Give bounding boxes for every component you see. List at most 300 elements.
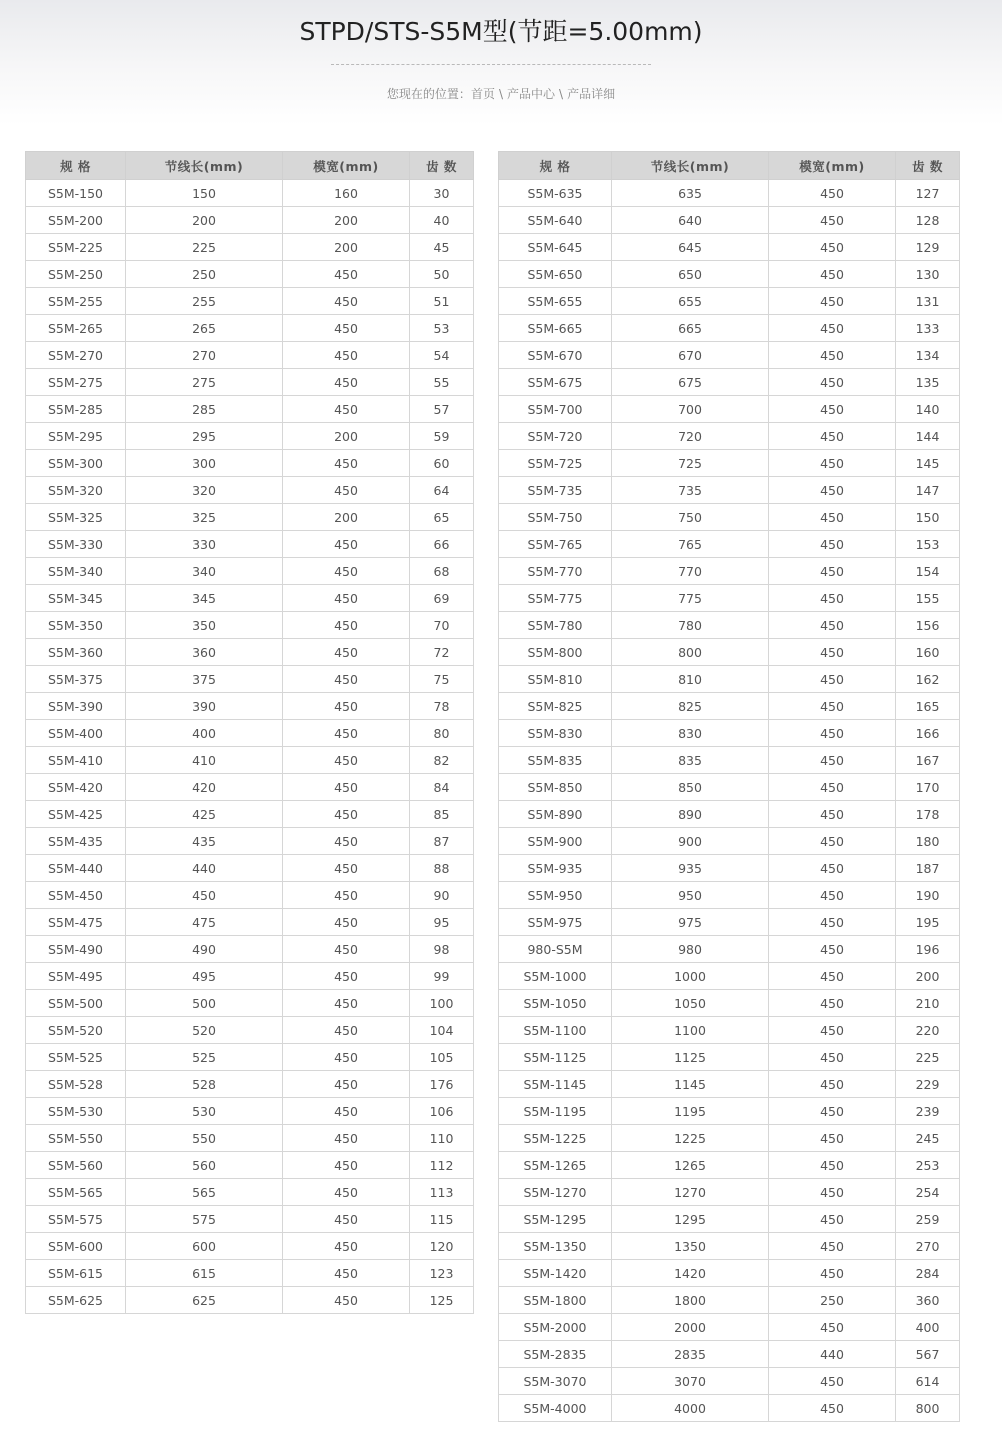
cell-mold-width: 450 xyxy=(769,531,896,558)
cell-spec: S5M-850 xyxy=(499,774,612,801)
cell-pitch-length: 830 xyxy=(612,720,769,747)
cell-mold-width: 450 xyxy=(769,504,896,531)
cell-spec: S5M-285 xyxy=(26,396,126,423)
cell-mold-width: 200 xyxy=(283,207,410,234)
cell-teeth: 128 xyxy=(896,207,960,234)
cell-pitch-length: 265 xyxy=(126,315,283,342)
table-row xyxy=(26,1179,474,1206)
cell-mold-width: 450 xyxy=(769,234,896,261)
cell-teeth: 165 xyxy=(896,693,960,720)
cell-mold-width: 450 xyxy=(769,639,896,666)
cell-spec: S5M-550 xyxy=(26,1125,126,1152)
table-row xyxy=(26,369,474,396)
cell-teeth: 614 xyxy=(896,1368,960,1395)
cell-pitch-length: 670 xyxy=(612,342,769,369)
table-row xyxy=(499,558,960,585)
cell-spec: S5M-2000 xyxy=(499,1314,612,1341)
cell-pitch-length: 550 xyxy=(126,1125,283,1152)
cell-teeth: 90 xyxy=(410,882,474,909)
cell-spec: S5M-150 xyxy=(26,180,126,207)
cell-pitch-length: 675 xyxy=(612,369,769,396)
cell-pitch-length: 250 xyxy=(126,261,283,288)
table-row xyxy=(499,936,960,963)
cell-teeth: 135 xyxy=(896,369,960,396)
cell-spec: S5M-420 xyxy=(26,774,126,801)
cell-spec: S5M-340 xyxy=(26,558,126,585)
cell-spec: S5M-750 xyxy=(499,504,612,531)
cell-spec: S5M-640 xyxy=(499,207,612,234)
cell-pitch-length: 340 xyxy=(126,558,283,585)
cell-teeth: 155 xyxy=(896,585,960,612)
cell-teeth: 220 xyxy=(896,1017,960,1044)
cell-pitch-length: 625 xyxy=(126,1287,283,1314)
table-row xyxy=(499,585,960,612)
table-row xyxy=(499,612,960,639)
cell-mold-width: 450 xyxy=(769,801,896,828)
table-row xyxy=(499,1152,960,1179)
cell-mold-width: 450 xyxy=(769,342,896,369)
table-row xyxy=(499,774,960,801)
breadcrumb-separator: \ xyxy=(559,87,564,101)
cell-teeth: 153 xyxy=(896,531,960,558)
table-row xyxy=(26,261,474,288)
cell-mold-width: 450 xyxy=(283,288,410,315)
cell-spec: S5M-770 xyxy=(499,558,612,585)
cell-mold-width: 450 xyxy=(283,1179,410,1206)
cell-spec: S5M-3070 xyxy=(499,1368,612,1395)
table-row xyxy=(26,1125,474,1152)
cell-pitch-length: 1050 xyxy=(612,990,769,1017)
cell-teeth: 154 xyxy=(896,558,960,585)
cell-pitch-length: 850 xyxy=(612,774,769,801)
table-row xyxy=(499,1179,960,1206)
table-row xyxy=(26,423,474,450)
cell-teeth: 113 xyxy=(410,1179,474,1206)
table-row xyxy=(26,1044,474,1071)
cell-mold-width: 450 xyxy=(769,261,896,288)
cell-spec: S5M-830 xyxy=(499,720,612,747)
cell-spec: S5M-975 xyxy=(499,909,612,936)
cell-mold-width: 450 xyxy=(769,720,896,747)
cell-pitch-length: 890 xyxy=(612,801,769,828)
table-row xyxy=(499,477,960,504)
cell-mold-width: 450 xyxy=(769,990,896,1017)
cell-teeth: 180 xyxy=(896,828,960,855)
cell-pitch-length: 560 xyxy=(126,1152,283,1179)
cell-spec: S5M-1265 xyxy=(499,1152,612,1179)
breadcrumb-prefix: 您现在的位置： xyxy=(386,87,471,101)
cell-pitch-length: 950 xyxy=(612,882,769,909)
cell-mold-width: 450 xyxy=(283,261,410,288)
cell-spec: S5M-4000 xyxy=(499,1395,612,1422)
table-row xyxy=(499,1233,960,1260)
cell-pitch-length: 200 xyxy=(126,207,283,234)
table-header-row xyxy=(499,152,960,180)
cell-pitch-length: 2835 xyxy=(612,1341,769,1368)
table-row xyxy=(26,720,474,747)
table-row xyxy=(499,423,960,450)
cell-mold-width: 450 xyxy=(283,558,410,585)
table-row xyxy=(26,639,474,666)
table-row xyxy=(26,612,474,639)
cell-teeth: 65 xyxy=(410,504,474,531)
cell-spec: S5M-350 xyxy=(26,612,126,639)
table-row xyxy=(26,693,474,720)
cell-teeth: 195 xyxy=(896,909,960,936)
cell-teeth: 55 xyxy=(410,369,474,396)
cell-pitch-length: 520 xyxy=(126,1017,283,1044)
page-title: STPD/STS-S5M型(节距=5.00mm) xyxy=(299,17,703,46)
header-spec: 规 格 xyxy=(26,152,126,180)
cell-mold-width: 450 xyxy=(283,774,410,801)
cell-pitch-length: 435 xyxy=(126,828,283,855)
cell-pitch-length: 775 xyxy=(612,585,769,612)
cell-mold-width: 450 xyxy=(769,180,896,207)
cell-mold-width: 450 xyxy=(283,882,410,909)
cell-spec: S5M-560 xyxy=(26,1152,126,1179)
header-teeth: 齿 数 xyxy=(896,152,960,180)
cell-teeth: 284 xyxy=(896,1260,960,1287)
cell-mold-width: 250 xyxy=(769,1287,896,1314)
table-row xyxy=(499,288,960,315)
cell-teeth: 75 xyxy=(410,666,474,693)
cell-pitch-length: 1420 xyxy=(612,1260,769,1287)
table-row xyxy=(499,1017,960,1044)
cell-spec: S5M-650 xyxy=(499,261,612,288)
cell-teeth: 112 xyxy=(410,1152,474,1179)
table-row xyxy=(499,747,960,774)
cell-pitch-length: 530 xyxy=(126,1098,283,1125)
cell-mold-width: 450 xyxy=(283,828,410,855)
cell-mold-width: 160 xyxy=(283,180,410,207)
cell-spec: S5M-450 xyxy=(26,882,126,909)
cell-teeth: 87 xyxy=(410,828,474,855)
breadcrumb xyxy=(0,85,1002,103)
cell-pitch-length: 780 xyxy=(612,612,769,639)
cell-mold-width: 450 xyxy=(283,1206,410,1233)
cell-mold-width: 450 xyxy=(283,1152,410,1179)
cell-mold-width: 450 xyxy=(769,585,896,612)
cell-teeth: 50 xyxy=(410,261,474,288)
cell-mold-width: 450 xyxy=(769,423,896,450)
table-header-row xyxy=(26,152,474,180)
cell-pitch-length: 735 xyxy=(612,477,769,504)
table-row xyxy=(499,396,960,423)
cell-spec: S5M-530 xyxy=(26,1098,126,1125)
cell-teeth: 170 xyxy=(896,774,960,801)
cell-pitch-length: 565 xyxy=(126,1179,283,1206)
cell-teeth: 95 xyxy=(410,909,474,936)
cell-mold-width: 450 xyxy=(769,396,896,423)
cell-mold-width: 450 xyxy=(283,612,410,639)
header-mold-width: 模宽(mm) xyxy=(769,152,896,180)
cell-mold-width: 450 xyxy=(283,531,410,558)
cell-teeth: 140 xyxy=(896,396,960,423)
cell-teeth: 131 xyxy=(896,288,960,315)
cell-pitch-length: 1800 xyxy=(612,1287,769,1314)
cell-mold-width: 450 xyxy=(283,1260,410,1287)
cell-teeth: 88 xyxy=(410,855,474,882)
cell-mold-width: 450 xyxy=(769,774,896,801)
table-row xyxy=(499,1206,960,1233)
cell-mold-width: 450 xyxy=(769,693,896,720)
cell-pitch-length: 640 xyxy=(612,207,769,234)
table-row xyxy=(26,1287,474,1314)
cell-pitch-length: 575 xyxy=(126,1206,283,1233)
header-teeth: 齿 数 xyxy=(410,152,474,180)
cell-pitch-length: 720 xyxy=(612,423,769,450)
cell-teeth: 68 xyxy=(410,558,474,585)
cell-pitch-length: 825 xyxy=(612,693,769,720)
cell-mold-width: 450 xyxy=(283,666,410,693)
cell-mold-width: 450 xyxy=(769,315,896,342)
cell-spec: S5M-1225 xyxy=(499,1125,612,1152)
cell-mold-width: 450 xyxy=(283,693,410,720)
cell-teeth: 70 xyxy=(410,612,474,639)
table-row xyxy=(499,801,960,828)
cell-mold-width: 450 xyxy=(283,1233,410,1260)
cell-mold-width: 200 xyxy=(283,423,410,450)
cell-spec: S5M-900 xyxy=(499,828,612,855)
cell-spec: S5M-490 xyxy=(26,936,126,963)
cell-teeth: 60 xyxy=(410,450,474,477)
table-row xyxy=(26,207,474,234)
cell-mold-width: 450 xyxy=(283,1098,410,1125)
table-row xyxy=(26,288,474,315)
cell-spec: S5M-1000 xyxy=(499,963,612,990)
cell-teeth: 127 xyxy=(896,180,960,207)
cell-mold-width: 450 xyxy=(769,288,896,315)
cell-pitch-length: 450 xyxy=(126,882,283,909)
cell-mold-width: 450 xyxy=(769,828,896,855)
cell-spec: S5M-565 xyxy=(26,1179,126,1206)
cell-pitch-length: 1195 xyxy=(612,1098,769,1125)
cell-pitch-length: 285 xyxy=(126,396,283,423)
cell-pitch-length: 835 xyxy=(612,747,769,774)
cell-spec: S5M-615 xyxy=(26,1260,126,1287)
cell-teeth: 99 xyxy=(410,963,474,990)
table-row xyxy=(499,315,960,342)
cell-spec: S5M-950 xyxy=(499,882,612,909)
cell-spec: S5M-495 xyxy=(26,963,126,990)
cell-pitch-length: 375 xyxy=(126,666,283,693)
table-row xyxy=(26,180,474,207)
cell-spec: S5M-325 xyxy=(26,504,126,531)
cell-pitch-length: 665 xyxy=(612,315,769,342)
cell-spec: S5M-1420 xyxy=(499,1260,612,1287)
table-row xyxy=(499,909,960,936)
breadcrumb-detail-link[interactable]: 产品详细 xyxy=(567,87,616,101)
cell-teeth: 210 xyxy=(896,990,960,1017)
header-pitch-length: 节线长(mm) xyxy=(126,152,283,180)
cell-spec: S5M-1050 xyxy=(499,990,612,1017)
cell-mold-width: 450 xyxy=(769,1395,896,1422)
table-row xyxy=(26,963,474,990)
cell-mold-width: 450 xyxy=(283,1017,410,1044)
cell-teeth: 129 xyxy=(896,234,960,261)
cell-mold-width: 450 xyxy=(283,369,410,396)
cell-teeth: 85 xyxy=(410,801,474,828)
cell-pitch-length: 390 xyxy=(126,693,283,720)
cell-pitch-length: 980 xyxy=(612,936,769,963)
cell-pitch-length: 2000 xyxy=(612,1314,769,1341)
cell-mold-width: 450 xyxy=(769,1368,896,1395)
table-row xyxy=(26,450,474,477)
cell-spec: S5M-528 xyxy=(26,1071,126,1098)
table-row xyxy=(499,207,960,234)
cell-pitch-length: 500 xyxy=(126,990,283,1017)
breadcrumb-home-link[interactable]: 首页 xyxy=(470,87,495,101)
cell-pitch-length: 635 xyxy=(612,180,769,207)
cell-mold-width: 450 xyxy=(283,396,410,423)
cell-mold-width: 450 xyxy=(769,882,896,909)
cell-spec: S5M-825 xyxy=(499,693,612,720)
table-row xyxy=(26,1260,474,1287)
cell-teeth: 239 xyxy=(896,1098,960,1125)
table-row xyxy=(26,396,474,423)
cell-pitch-length: 325 xyxy=(126,504,283,531)
cell-mold-width: 450 xyxy=(769,1098,896,1125)
cell-teeth: 229 xyxy=(896,1071,960,1098)
cell-pitch-length: 750 xyxy=(612,504,769,531)
table-row xyxy=(26,1152,474,1179)
cell-pitch-length: 1145 xyxy=(612,1071,769,1098)
header-pitch-length: 节线长(mm) xyxy=(612,152,769,180)
table-row xyxy=(26,531,474,558)
cell-pitch-length: 345 xyxy=(126,585,283,612)
cell-mold-width: 450 xyxy=(283,585,410,612)
cell-teeth: 134 xyxy=(896,342,960,369)
table-row xyxy=(499,828,960,855)
cell-teeth: 98 xyxy=(410,936,474,963)
cell-spec: S5M-720 xyxy=(499,423,612,450)
cell-mold-width: 450 xyxy=(769,207,896,234)
cell-mold-width: 450 xyxy=(769,1179,896,1206)
cell-mold-width: 450 xyxy=(283,1287,410,1314)
cell-teeth: 78 xyxy=(410,693,474,720)
cell-spec: S5M-890 xyxy=(499,801,612,828)
cell-teeth: 147 xyxy=(896,477,960,504)
cell-teeth: 105 xyxy=(410,1044,474,1071)
cell-teeth: 57 xyxy=(410,396,474,423)
cell-spec: S5M-810 xyxy=(499,666,612,693)
cell-teeth: 400 xyxy=(896,1314,960,1341)
cell-spec: S5M-1350 xyxy=(499,1233,612,1260)
breadcrumb-separator: \ xyxy=(498,87,503,101)
table-row xyxy=(26,315,474,342)
cell-teeth: 144 xyxy=(896,423,960,450)
cell-teeth: 200 xyxy=(896,963,960,990)
cell-mold-width: 450 xyxy=(769,612,896,639)
cell-mold-width: 450 xyxy=(283,720,410,747)
cell-pitch-length: 525 xyxy=(126,1044,283,1071)
table-row xyxy=(26,990,474,1017)
table-row xyxy=(499,990,960,1017)
cell-teeth: 800 xyxy=(896,1395,960,1422)
cell-mold-width: 440 xyxy=(769,1341,896,1368)
table-row xyxy=(499,1098,960,1125)
cell-teeth: 225 xyxy=(896,1044,960,1071)
cell-pitch-length: 770 xyxy=(612,558,769,585)
table-row xyxy=(499,369,960,396)
table-row xyxy=(499,261,960,288)
breadcrumb-products-link[interactable]: 产品中心 xyxy=(507,87,556,101)
cell-spec: S5M-225 xyxy=(26,234,126,261)
table-row xyxy=(499,342,960,369)
cell-spec: S5M-255 xyxy=(26,288,126,315)
table-row xyxy=(499,639,960,666)
cell-teeth: 130 xyxy=(896,261,960,288)
cell-spec: S5M-675 xyxy=(499,369,612,396)
cell-pitch-length: 650 xyxy=(612,261,769,288)
cell-teeth: 106 xyxy=(410,1098,474,1125)
cell-pitch-length: 700 xyxy=(612,396,769,423)
cell-teeth: 123 xyxy=(410,1260,474,1287)
cell-pitch-length: 1225 xyxy=(612,1125,769,1152)
cell-spec: S5M-200 xyxy=(26,207,126,234)
table-row xyxy=(26,558,474,585)
cell-spec: S5M-635 xyxy=(499,180,612,207)
cell-teeth: 72 xyxy=(410,639,474,666)
cell-teeth: 51 xyxy=(410,288,474,315)
cell-mold-width: 200 xyxy=(283,504,410,531)
cell-spec: S5M-1195 xyxy=(499,1098,612,1125)
cell-pitch-length: 810 xyxy=(612,666,769,693)
cell-mold-width: 450 xyxy=(769,369,896,396)
spec-table-left xyxy=(25,151,474,1314)
cell-spec: S5M-600 xyxy=(26,1233,126,1260)
cell-spec: S5M-440 xyxy=(26,855,126,882)
cell-spec: S5M-1145 xyxy=(499,1071,612,1098)
cell-pitch-length: 150 xyxy=(126,180,283,207)
title-divider xyxy=(331,64,651,65)
cell-mold-width: 450 xyxy=(283,990,410,1017)
cell-teeth: 160 xyxy=(896,639,960,666)
cell-pitch-length: 1100 xyxy=(612,1017,769,1044)
table-row xyxy=(499,450,960,477)
table-row xyxy=(26,909,474,936)
cell-mold-width: 450 xyxy=(283,450,410,477)
cell-spec: S5M-295 xyxy=(26,423,126,450)
cell-teeth: 178 xyxy=(896,801,960,828)
cell-teeth: 53 xyxy=(410,315,474,342)
cell-mold-width: 450 xyxy=(769,477,896,504)
table-row xyxy=(26,882,474,909)
cell-spec: S5M-520 xyxy=(26,1017,126,1044)
cell-mold-width: 450 xyxy=(769,909,896,936)
cell-mold-width: 450 xyxy=(769,558,896,585)
table-row xyxy=(26,585,474,612)
cell-pitch-length: 600 xyxy=(126,1233,283,1260)
cell-spec: S5M-1800 xyxy=(499,1287,612,1314)
cell-spec: S5M-1295 xyxy=(499,1206,612,1233)
cell-teeth: 110 xyxy=(410,1125,474,1152)
cell-teeth: 30 xyxy=(410,180,474,207)
table-row xyxy=(499,1314,960,1341)
cell-mold-width: 450 xyxy=(769,963,896,990)
cell-spec: S5M-575 xyxy=(26,1206,126,1233)
table-row xyxy=(26,234,474,261)
cell-spec: S5M-1125 xyxy=(499,1044,612,1071)
cell-mold-width: 450 xyxy=(283,639,410,666)
cell-spec: S5M-270 xyxy=(26,342,126,369)
table-row xyxy=(499,1071,960,1098)
cell-teeth: 254 xyxy=(896,1179,960,1206)
cell-spec: S5M-1270 xyxy=(499,1179,612,1206)
cell-pitch-length: 900 xyxy=(612,828,769,855)
cell-pitch-length: 425 xyxy=(126,801,283,828)
table-row xyxy=(499,531,960,558)
